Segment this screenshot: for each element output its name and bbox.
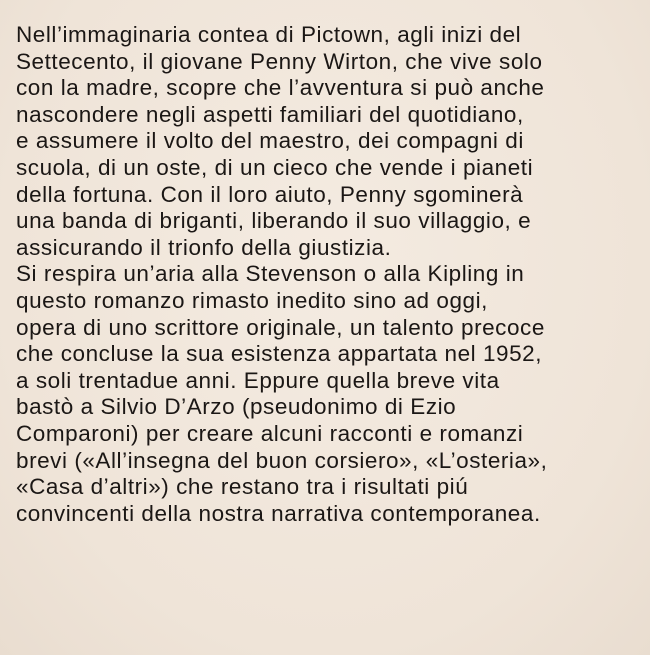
text-line: con la madre, scopre che l’avventura si può anche xyxy=(16,75,545,101)
text-line: a soli trentadue anni. Eppure quella breve vita xyxy=(16,367,500,393)
text-line: «Casa d’altri») che restano tra i risultati piú xyxy=(16,474,469,500)
text-line: e assumere il volto del maestro, dei compagni di xyxy=(16,128,524,154)
text-line: della fortuna. Con il loro aiuto, Penny sgominerà xyxy=(16,181,524,207)
text-line: assicurando il trionfo della giustizia. xyxy=(16,234,392,260)
text-line: Settecento, il giovane Penny Wirton, che vive solo xyxy=(16,48,543,74)
paragraph-author xyxy=(16,261,646,527)
text-line: che concluse la sua esistenza appartata nel 1952, xyxy=(16,341,543,367)
text-line: convincenti della nostra narrativa contemporanea. xyxy=(16,500,541,526)
text-line: nascondere negli aspetti familiari del quotidiano, xyxy=(16,101,524,127)
text-line: opera di uno scrittore originale, un talento precoce xyxy=(16,314,545,340)
text-line: questo romanzo rimasto inedito sino ad oggi, xyxy=(16,287,488,313)
text-line: una banda di briganti, liberando il suo villaggio, e xyxy=(16,208,532,234)
text-line: brevi («All’insegna del buon corsiero», «L’osteria», xyxy=(16,447,548,473)
text-line: Si respira un’aria alla Stevenson o alla Kipling in xyxy=(16,261,525,287)
text-line: Comparoni) per creare alcuni racconti e romanzi xyxy=(16,420,524,446)
text-line: Nell’immaginaria contea di Pictown, agli inizi del xyxy=(16,22,522,47)
synopsis-text xyxy=(16,22,646,527)
text-line: scuola, di un oste, di un cieco che vende i pianeti xyxy=(16,154,534,180)
text-line: bastò a Silvio D’Arzo (pseudonimo di Ezio xyxy=(16,394,457,420)
paragraph-plot xyxy=(16,22,646,261)
